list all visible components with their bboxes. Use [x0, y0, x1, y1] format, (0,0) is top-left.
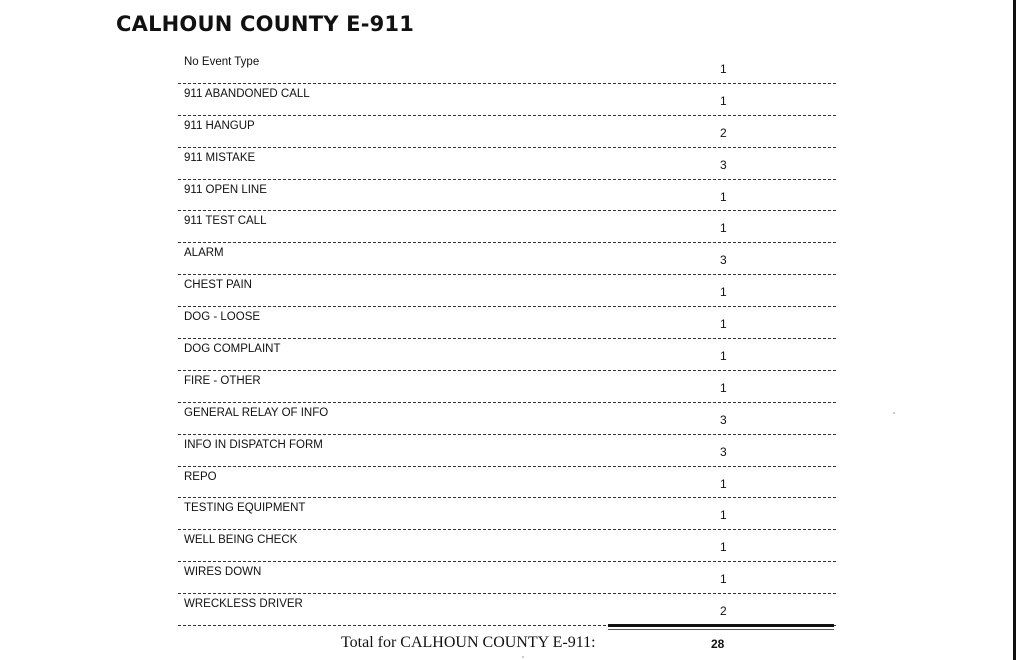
table-row: [178, 467, 836, 499]
table-row: [178, 435, 836, 467]
event-type-label: DOG COMPLAINT: [184, 343, 281, 356]
event-type-label: WELL BEING CHECK: [184, 534, 298, 547]
event-count: 1: [720, 380, 727, 395]
event-type-label: REPO: [184, 470, 217, 483]
event-count: 3: [720, 444, 727, 459]
event-count: 1: [720, 476, 727, 491]
table-row: [178, 275, 836, 307]
event-type-label: CHEST PAIN: [184, 279, 252, 292]
table-row: [178, 211, 836, 243]
event-count: 1: [720, 349, 727, 364]
event-type-table: [178, 52, 836, 626]
event-count: 2: [720, 604, 727, 619]
event-count: 3: [720, 157, 727, 172]
table-row: [178, 562, 836, 594]
table-row: [178, 52, 836, 84]
event-count: 2: [720, 125, 727, 140]
event-type-label: WRECKLESS DRIVER: [184, 598, 303, 611]
total-rule-underline: [608, 629, 834, 630]
event-type-label: ALARM: [184, 247, 224, 260]
table-row: [178, 243, 836, 275]
event-type-label: 911 TEST CALL: [184, 215, 267, 228]
total-double-rule: [608, 624, 834, 627]
event-type-label: No Event Type: [184, 56, 260, 68]
event-type-label: INFO IN DISPATCH FORM: [184, 438, 323, 451]
event-count: 1: [720, 572, 727, 587]
page-title: CALHOUN COUNTY E-911: [116, 12, 415, 36]
page-edge-border: [1013, 0, 1016, 660]
table-row: [178, 339, 836, 371]
event-type-label: DOG - LOOSE: [184, 311, 261, 324]
table-row: [178, 180, 836, 212]
table-row: [178, 530, 836, 562]
event-type-label: 911 MISTAKE: [184, 151, 256, 164]
total-value: 28: [711, 637, 725, 651]
event-type-label: TESTING EQUIPMENT: [184, 502, 306, 515]
table-row: [178, 84, 836, 116]
total-label: Total for CALHOUN COUNTY E-911:: [341, 634, 596, 651]
event-count: 1: [720, 508, 727, 523]
event-type-label: 911 HANGUP: [184, 119, 255, 132]
event-count: 1: [720, 285, 727, 300]
event-count: 1: [720, 189, 727, 204]
table-row: [178, 403, 836, 435]
event-type-label: 911 OPEN LINE: [184, 183, 267, 196]
event-type-label: 911 ABANDONED CALL: [184, 87, 310, 100]
scan-speck: [522, 656, 524, 658]
event-type-label: GENERAL RELAY OF INFO: [184, 406, 329, 419]
table-row: [178, 148, 836, 180]
scan-speck: [893, 412, 895, 414]
event-count: 1: [720, 93, 727, 108]
event-count: 1: [720, 317, 727, 332]
table-row: [178, 594, 836, 626]
table-row: [178, 371, 836, 403]
event-count: 3: [720, 253, 727, 268]
event-type-label: FIRE - OTHER: [184, 374, 261, 387]
table-row: [178, 498, 836, 530]
table-row: [178, 307, 836, 339]
event-count: 3: [720, 412, 727, 427]
event-count: 1: [720, 221, 727, 236]
table-row: [178, 116, 836, 148]
event-count: 1: [720, 540, 727, 555]
event-type-label: WIRES DOWN: [184, 566, 262, 579]
event-count: 1: [720, 62, 727, 76]
